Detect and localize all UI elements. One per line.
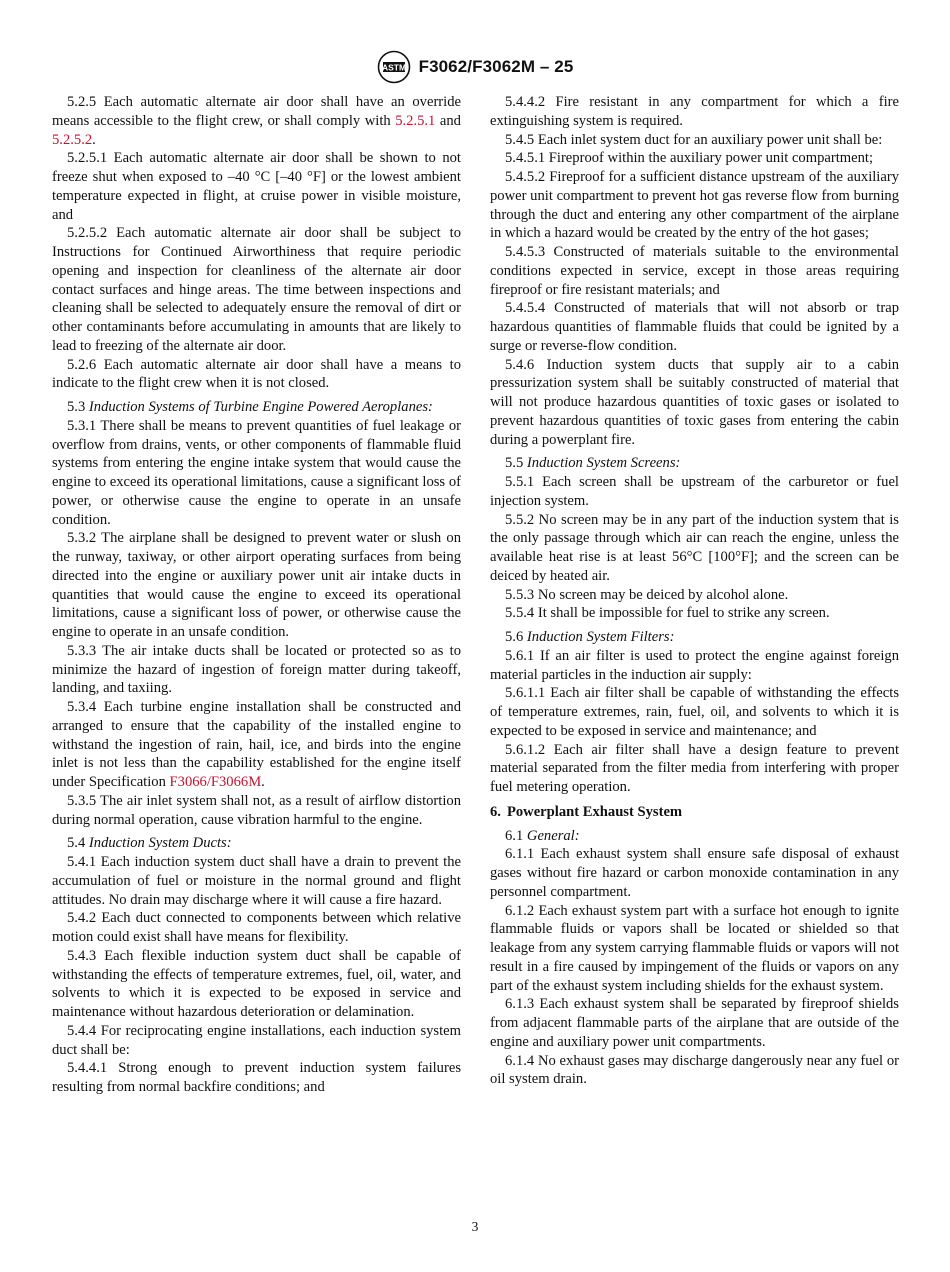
link-5-2-5-1[interactable]: 5.2.5.1 (395, 112, 436, 129)
paragraph-5-4-4-1: 5.4.4.1 Strong enough to prevent induction system failures resulting from normal backfire conditions; and (52, 1060, 461, 1095)
document-id: F3062/F3062M – 25 (418, 57, 574, 76)
paragraph-5-4-6: 5.4.6 Induction system ducts that supply air to a cabin pressurization system shall be suitably constructed of material that will not produce hazardous quantities of toxic gases or isolated to prevent hazardous quantities of toxic gases from entering the cabin during a powerplant fire. (490, 356, 899, 448)
paragraph-5-3-5: 5.3.5 The air inlet system shall not, as a result of airflow distortion during normal operation, cause vibration harmful to the engine. (52, 792, 461, 828)
astm-logo-icon (377, 50, 411, 84)
paragraph-5-4-5-3: 5.4.5.3 Constructed of materials suitable to the environmental conditions expected in service, except in those areas requiring fireproof or fire resistant materials; and (490, 244, 899, 298)
paragraph-5-4-5-4: 5.4.5.4 Constructed of materials that will not absorb or trap hazardous quantities of flammable fluids that could be ignited by a surge or reverse-flow condition. (490, 300, 899, 354)
paragraph-5-4-5-1: 5.4.5.1 Fireproof within the auxiliary power unit compartment; (505, 150, 874, 167)
paragraph-6-1-3: 6.1.3 Each exhaust system shall be separated by fireproof shields from adjacent flammable parts of the airplane that are outside of the engine and auxiliary power unit compartments. (490, 996, 899, 1050)
page-header (0, 50, 950, 84)
paragraph-5-4-1: 5.4.1 Each induction system duct shall have a drain to prevent the accumulation of fuel or moisture in the normal ground and flight attitudes. No drain may discharge where it will cause a fire hazard. (52, 854, 461, 908)
paragraph-5-5-4: 5.5.4 It shall be impossible for fuel to strike any screen. (505, 605, 830, 622)
paragraph-5-4-4-2: 5.4.4.2 Fire resistant in any compartment for which a fire extinguishing system is required. (490, 94, 899, 129)
heading-5-5: 5.5 Induction System Screens: (505, 455, 681, 472)
paragraph-5-3-1: 5.3.1 There shall be means to prevent quantities of fuel leakage or overflow from drains, vents, or other components of flammable fluid systems from entering the engine intake system that would cause the engine to exceed its operational limitations, cause a significant loss of power, or otherwise cause the engine to operate in an unsafe condition. (52, 417, 461, 528)
section-6-heading: 6. Powerplant Exhaust System (490, 803, 683, 820)
paragraph-5-4-2: 5.4.2 Each duct connected to components between which relative motion could exist shall have means for flexibility. (52, 910, 461, 945)
paragraph-5-6-1: 5.6.1 If an air filter is used to protect the engine against foreign material particles in the induction air supply: (490, 647, 899, 683)
heading-6-1: 6.1 General: (505, 827, 580, 844)
paragraph-5-5-1: 5.5.1 Each screen shall be upstream of the carburetor or fuel injection system. (490, 474, 899, 509)
paragraph-5-2-5: 5.2.5 Each automatic alternate air door shall have an override means accessible to the flight crew, or shall comply with 5.2.5.1 and 5.2.5.2. (52, 94, 461, 148)
paragraph-6-1-2: 6.1.2 Each exhaust system part with a surface hot enough to ignite flammable fluids or vapors shall be located or shielded so that leakage from any system carrying flammable fluids or vapors will not result in a fire caused by impingement of the fluids or vapors on any part of the exhaust system including shields for the exhaust system. (490, 902, 899, 994)
link-5-2-5-2[interactable]: 5.2.5.2 (52, 131, 93, 148)
paragraph-5-3-3: 5.3.3 The air intake ducts shall be located or protected so as to minimize the hazard of ingestion of foreign matter during takeoff, landing, and taxiing. (52, 642, 461, 697)
paragraph-5-3-4: 5.3.4 Each turbine engine installation shall be constructed and arranged to ensure that the capability of the installed engine to withstand the ingestion of rain, hail, ice, and birds into the engine inlet is not less than the capability established for the engine itself under Specification F3066/F3066M. (52, 699, 461, 790)
heading-5-4: 5.4 Induction System Ducts: (67, 835, 232, 852)
paragraph-5-4-3: 5.4.3 Each flexible induction system duct shall be capable of withstanding the effects of temperature extremes, fuel, oil, water, and solvents to which it is expected to be exposed in service and maintenance without hazardous deterioration or delamination. (52, 947, 461, 1020)
link-f3066[interactable]: F3066/F3066M (169, 774, 262, 790)
page-number: 3 (471, 1219, 479, 1234)
paragraph-5-5-2: 5.5.2 No screen may be in any part of the induction system that is the only passage through which air can reach the engine, unless the available heat rise is at least 56°C [100°F]; and the screen can be deiced by heated air. (490, 511, 899, 584)
paragraph-6-1-4: 6.1.4 No exhaust gases may discharge dangerously near any fuel or oil system drain. (490, 1052, 899, 1088)
heading-5-3: 5.3 Induction Systems of Turbine Engine Powered Aeroplanes: (67, 399, 433, 415)
right-column (490, 93, 899, 1089)
paragraph-5-6-1-2: 5.6.1.2 Each air filter shall have a design feature to prevent material separated from the filter media from interfering with proper fuel metering operation. (490, 741, 899, 795)
paragraph-5-2-5-1: 5.2.5.1 Each automatic alternate air door shall be shown to not freeze shut when exposed to –40 °C [–40 °F] or the lowest ambient temperature expected in flight, at cruise power in visible moisture, and (52, 150, 461, 223)
paragraph-5-2-6: 5.2.6 Each automatic alternate air door shall have a means to indicate to the flight crew when it is not closed. (52, 356, 461, 392)
paragraph-5-6-1-1: 5.6.1.1 Each air filter shall be capable of withstanding the effects of temperature extremes, rain, fuel, oil, and solvents to which it is expected to be exposed in service and maintenance; and (490, 685, 899, 739)
paragraph-5-2-5-2: 5.2.5.2 Each automatic alternate air door shall be subject to Instructions for Continued Airworthiness that require periodic opening and inspection for cleanliness of the alternate air door contact surfaces and hinge areas. The time between inspections and cleaning shall be selected to adequately ensure the removal of dirt or other contaminants before accumulating in amounts that are likely to lead to freezing of the alternate air door. (52, 225, 461, 354)
paragraph-6-1-1: 6.1.1 Each exhaust system shall ensure safe disposal of exhaust gases without fire hazard or carbon monoxide contamination in any personnel compartment. (490, 846, 899, 900)
paragraph-5-4-4: 5.4.4 For reciprocating engine installations, each induction system duct shall be: (52, 1022, 461, 1058)
heading-5-6: 5.6 Induction System Filters: (505, 629, 675, 645)
paragraph-5-5-3: 5.5.3 No screen may be deiced by alcohol alone. (505, 586, 789, 603)
paragraph-5-3-2: 5.3.2 The airplane shall be designed to prevent water or slush on the runway, taxiway, or other airport operating surfaces from being directed into the engine or auxiliary power unit air intake ducts in quantities that would cause the engine to exceed its operational limitations, cause a significant loss of power, or otherwise cause the engine to operate in an unsafe condition. (52, 530, 461, 640)
paragraph-5-4-5-2: 5.4.5.2 Fireproof for a sufficient distance upstream of the auxiliary power unit compartment to prevent hot gas reverse flow from burning through the duct and entering any other compartment of the airplane in which a hazard would be created by the entry of the hot gases; (490, 169, 899, 242)
left-column (52, 93, 461, 1097)
paragraph-5-4-5: 5.4.5 Each inlet system duct for an auxiliary power unit shall be: (505, 131, 883, 148)
svg-text:ASTM: ASTM (381, 62, 406, 73)
